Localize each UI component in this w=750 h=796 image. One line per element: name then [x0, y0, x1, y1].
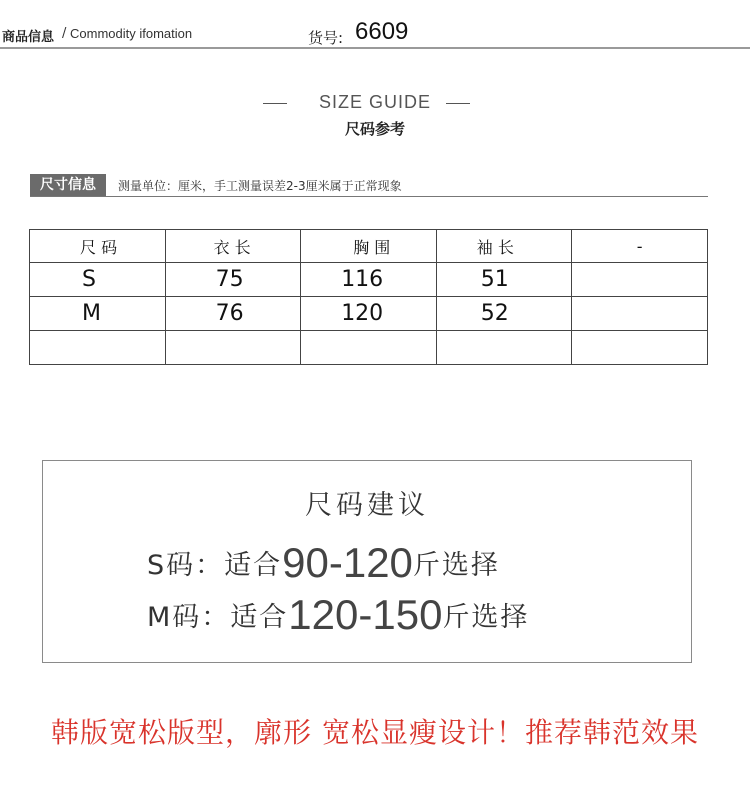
table-cell: 116 [301, 263, 437, 297]
table-header-row [30, 230, 708, 263]
size-info-divider [30, 196, 708, 197]
table-cell: M [30, 297, 166, 331]
header-cell-sleeve: 袖 长 [436, 230, 572, 263]
article-number: 6609 [355, 18, 409, 45]
size-info-tag: 尺寸信息 [30, 174, 106, 197]
size-advice-line-s [147, 539, 500, 587]
table-cell: 75 [165, 263, 301, 297]
advice-suffix: 斤选择 [412, 550, 500, 581]
table-cell: 76 [165, 297, 301, 331]
header-title-en: Commodity ifomation [70, 26, 193, 41]
table-cell [572, 297, 708, 331]
table-row [30, 297, 708, 331]
header-separator: / [62, 26, 67, 41]
size-advice-title: 尺码建议 [305, 490, 429, 521]
advice-prefix: S码：适合 [147, 550, 283, 581]
advice-weight-range: 90-120 [282, 539, 413, 586]
table-cell [436, 331, 572, 365]
measurement-note: 测量单位：厘米，手工测量误差2-3厘米属于正常现象 [118, 179, 402, 193]
header-title-cn: 商品信息 [2, 30, 55, 45]
table-cell [30, 331, 166, 365]
table-cell: 51 [436, 263, 572, 297]
header-divider [0, 47, 750, 49]
table-cell [572, 331, 708, 365]
size-advice-line-m [147, 591, 529, 639]
table-cell [165, 331, 301, 365]
title-dash-right [446, 103, 470, 104]
header-bar [0, 0, 750, 48]
advice-prefix: M码：适合 [147, 602, 289, 633]
advice-suffix: 斤选择 [442, 602, 530, 633]
header-cell-chest: 胸 围 [301, 230, 437, 263]
table-row [30, 263, 708, 297]
size-advice-box [42, 460, 692, 663]
table-cell [572, 263, 708, 297]
size-guide-subtitle: 尺码参考 [344, 120, 405, 138]
table-cell: 52 [436, 297, 572, 331]
size-guide-title: SIZE GUIDE [318, 92, 431, 112]
table-cell: S [30, 263, 166, 297]
header-cell-extra: - [572, 230, 708, 263]
table-cell: 120 [301, 297, 437, 331]
size-table [29, 229, 708, 365]
table-cell [301, 331, 437, 365]
table-row [30, 331, 708, 365]
product-slogan: 韩版宽松版型，廓形 宽松显瘦设计！推荐韩范效果 [51, 716, 699, 749]
header-cell-size: 尺 码 [30, 230, 166, 263]
advice-weight-range: 120-150 [288, 591, 443, 638]
header-cell-length: 衣 长 [165, 230, 301, 263]
article-label: 货号: [308, 29, 344, 47]
